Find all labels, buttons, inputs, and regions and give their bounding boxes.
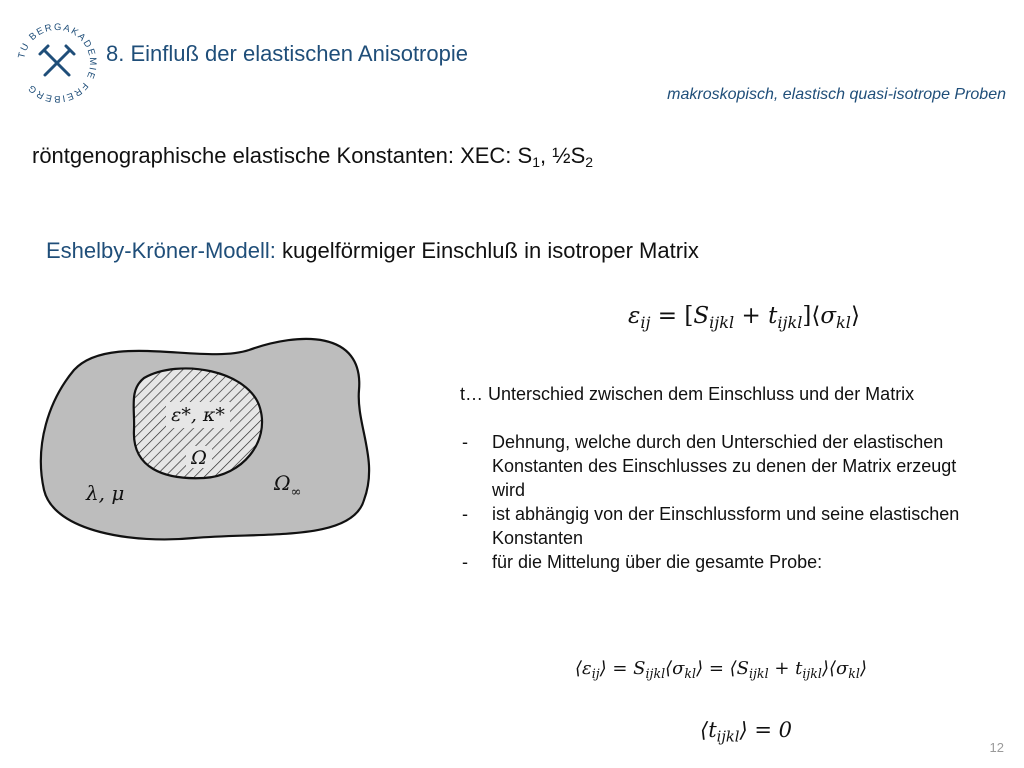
explanation-text [460, 382, 980, 574]
zero-mean-equation: $⟨t_{ijkl}⟩ = 0$ [700, 718, 792, 746]
s2-subscript: 2 [585, 154, 594, 170]
logo-text: TU BERGAKADEMIE FREIBERG [16, 21, 99, 105]
t-definition: t… Unterschied zwischen dem Einschluss und der Matrix [460, 384, 915, 404]
list-item: - für die Mittelung über die gesamte Probe: [460, 550, 980, 574]
xec-text: röntgenographische elastische Konstanten: XEC: S [32, 143, 533, 168]
hammer-and-pick-icon [40, 46, 74, 75]
slide-subtitle: makroskopisch, elastisch quasi-isotrope Proben [667, 86, 1006, 103]
model-description: kugelförmiger Einschluß in isotroper Matrix [275, 238, 699, 263]
main-equation: $\varepsilon_{ij} = [S_{ijkl}$ + $t_{ijkl}]⟨\sigma_{kl}⟩$ [628, 303, 860, 332]
inclusion-strain-label: ε*, κ* [171, 404, 225, 426]
matrix-domain-label: $\Omega_\infty$ [274, 471, 302, 500]
model-line [46, 238, 699, 264]
xec-middle: , ½S [540, 143, 586, 168]
xec-line [32, 143, 593, 169]
slide-title: 8. Einfluß der elastischen Anisotropie [106, 41, 468, 66]
page-number: 12 [989, 740, 1004, 755]
list-item: - Dehnung, welche durch den Unterschied der elastischen Konstanten des Einschlusses zu denen der Matrix erzeugt wird [460, 430, 980, 502]
eshelby-inclusion-diagram [34, 320, 414, 560]
matrix-properties-label: λ, μ [86, 481, 125, 505]
bullet-list [460, 430, 980, 574]
inclusion-domain-label: Ω [191, 447, 207, 469]
model-name: Eshelby-Kröner-Modell: [46, 238, 276, 263]
list-item: - ist abhängig von der Einschlussform und seine elastischen Konstanten [460, 502, 980, 550]
university-seal-logo [14, 20, 100, 106]
s1-subscript: 1 [532, 154, 540, 170]
average-equation: $⟨\varepsilon_{ij}⟩$ = $S_{ijkl}⟨\sigma_{kl}⟩$ = $⟨S_{ijkl}$ + $t_{ijkl}⟩⟨\sigma_{kl}⟩$ [575, 658, 867, 681]
